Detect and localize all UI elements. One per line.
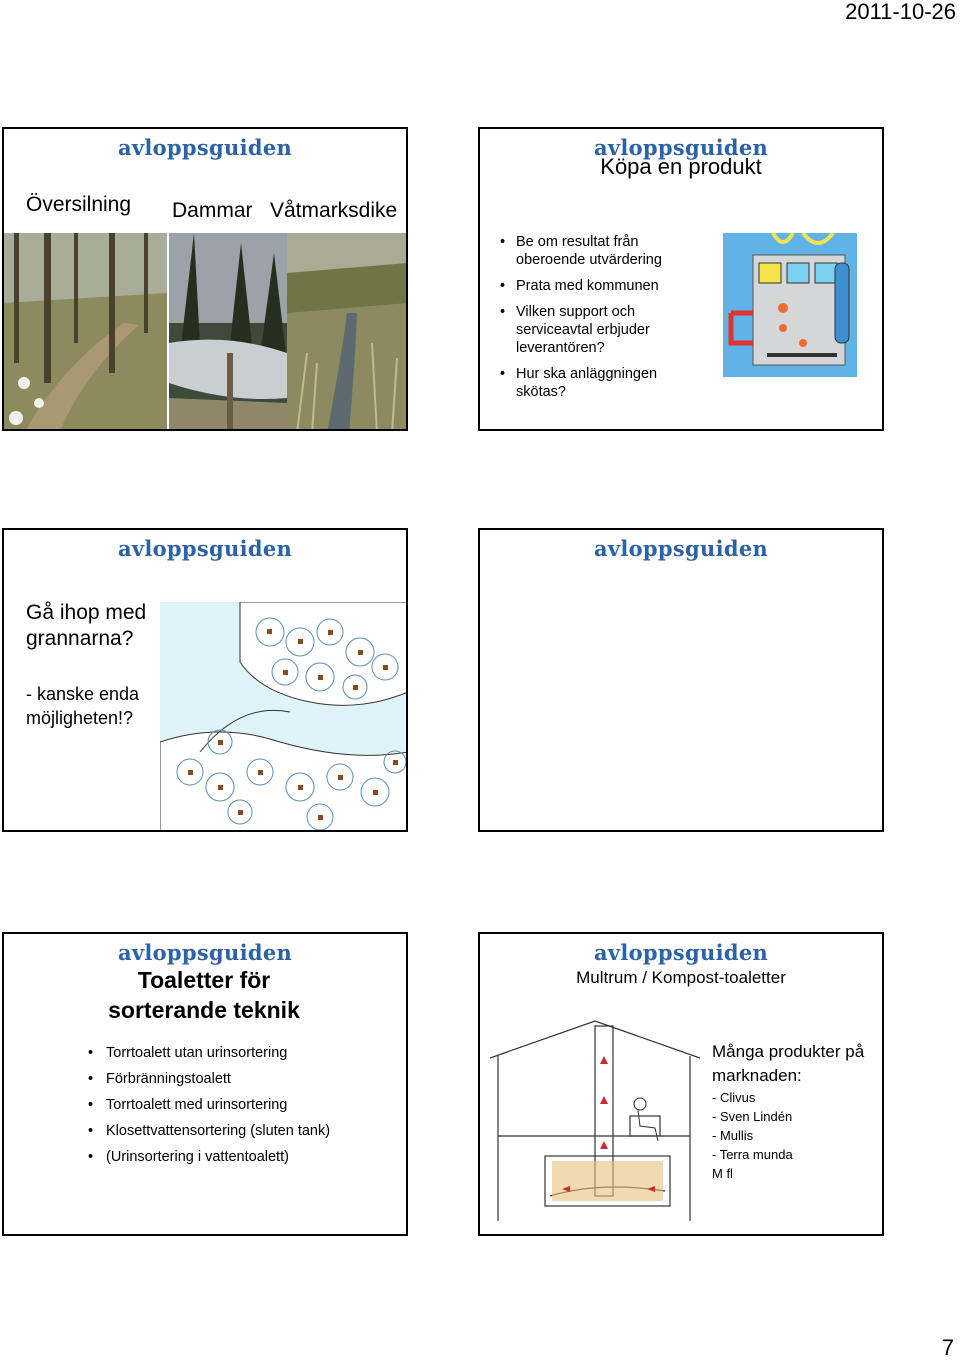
bullet-item: • Torrtoalett med urinsortering: [88, 1096, 388, 1114]
label-oversilning: Översilning: [26, 193, 132, 216]
bullet-item: • Hur ska anläggningen skötas?: [500, 365, 700, 401]
bullet-list: [88, 1044, 388, 1166]
slide-empty: [478, 528, 884, 832]
bullet-list: [500, 233, 700, 401]
brand-logo: avloppsguiden: [593, 536, 769, 561]
slide-treatment-methods: [2, 127, 408, 431]
product-list: [712, 1088, 793, 1183]
label-dammar: Dammar: [172, 199, 253, 222]
photo-forest-ground: [4, 233, 167, 431]
brand-logo: avloppsguiden: [117, 536, 293, 561]
slide-title: Toaletter för sorterande teknik: [108, 967, 300, 1023]
sub-text: - kanske enda möjligheten!?: [26, 684, 140, 728]
bullet-item: • Vilken support och serviceavtal erbjuder leverantören?: [500, 303, 700, 357]
slide-neighbors: [2, 528, 408, 832]
brand-logo: avloppsguiden: [117, 940, 293, 965]
composting-toilet-diagram: [490, 1016, 700, 1221]
label-vatmarksdike: Våtmarksdike: [270, 199, 398, 222]
product-item: - Mullis: [712, 1128, 754, 1143]
slide-kopa-produkt: [478, 127, 884, 431]
slide-toaletter: [2, 932, 408, 1236]
product-item: - Sven Lindén: [712, 1109, 793, 1124]
question-text: Gå ihop med grannarna?: [26, 601, 147, 650]
page-number: 7: [941, 1335, 954, 1360]
neighborhood-map: [160, 602, 408, 832]
brand-logo: avloppsguiden: [117, 135, 293, 160]
slide-multrum: [478, 932, 884, 1236]
bullet-item: • Torrtoalett utan urinsortering: [88, 1044, 388, 1062]
bullet-item: • Be om resultat från oberoende utvärdering: [500, 233, 700, 269]
slide-subtitle: Multrum / Kompost-toaletter: [576, 968, 786, 987]
slide-title: Köpa en produkt: [600, 154, 762, 179]
bullet-item: • Prata med kommunen: [500, 277, 700, 295]
brand-logo: avloppsguiden: [593, 940, 769, 965]
page-date: 2011-10-26: [845, 0, 956, 24]
products-heading: Många produkter på marknaden:: [712, 1042, 865, 1085]
product-item: - Terra munda: [712, 1147, 793, 1162]
photo-pond: [169, 233, 287, 431]
product-item: M fl: [712, 1166, 733, 1181]
bullet-item: • Förbränningstoalett: [88, 1070, 388, 1088]
machine-illustration: [723, 233, 857, 377]
bullet-item: • Klosettvattensortering (sluten tank): [88, 1122, 388, 1140]
photo-wetland-ditch: [287, 233, 408, 431]
product-item: - Clivus: [712, 1090, 756, 1105]
bullet-item: • (Urinsortering i vattentoalett): [88, 1148, 388, 1166]
brand-logo: avloppsguiden: [593, 135, 769, 160]
